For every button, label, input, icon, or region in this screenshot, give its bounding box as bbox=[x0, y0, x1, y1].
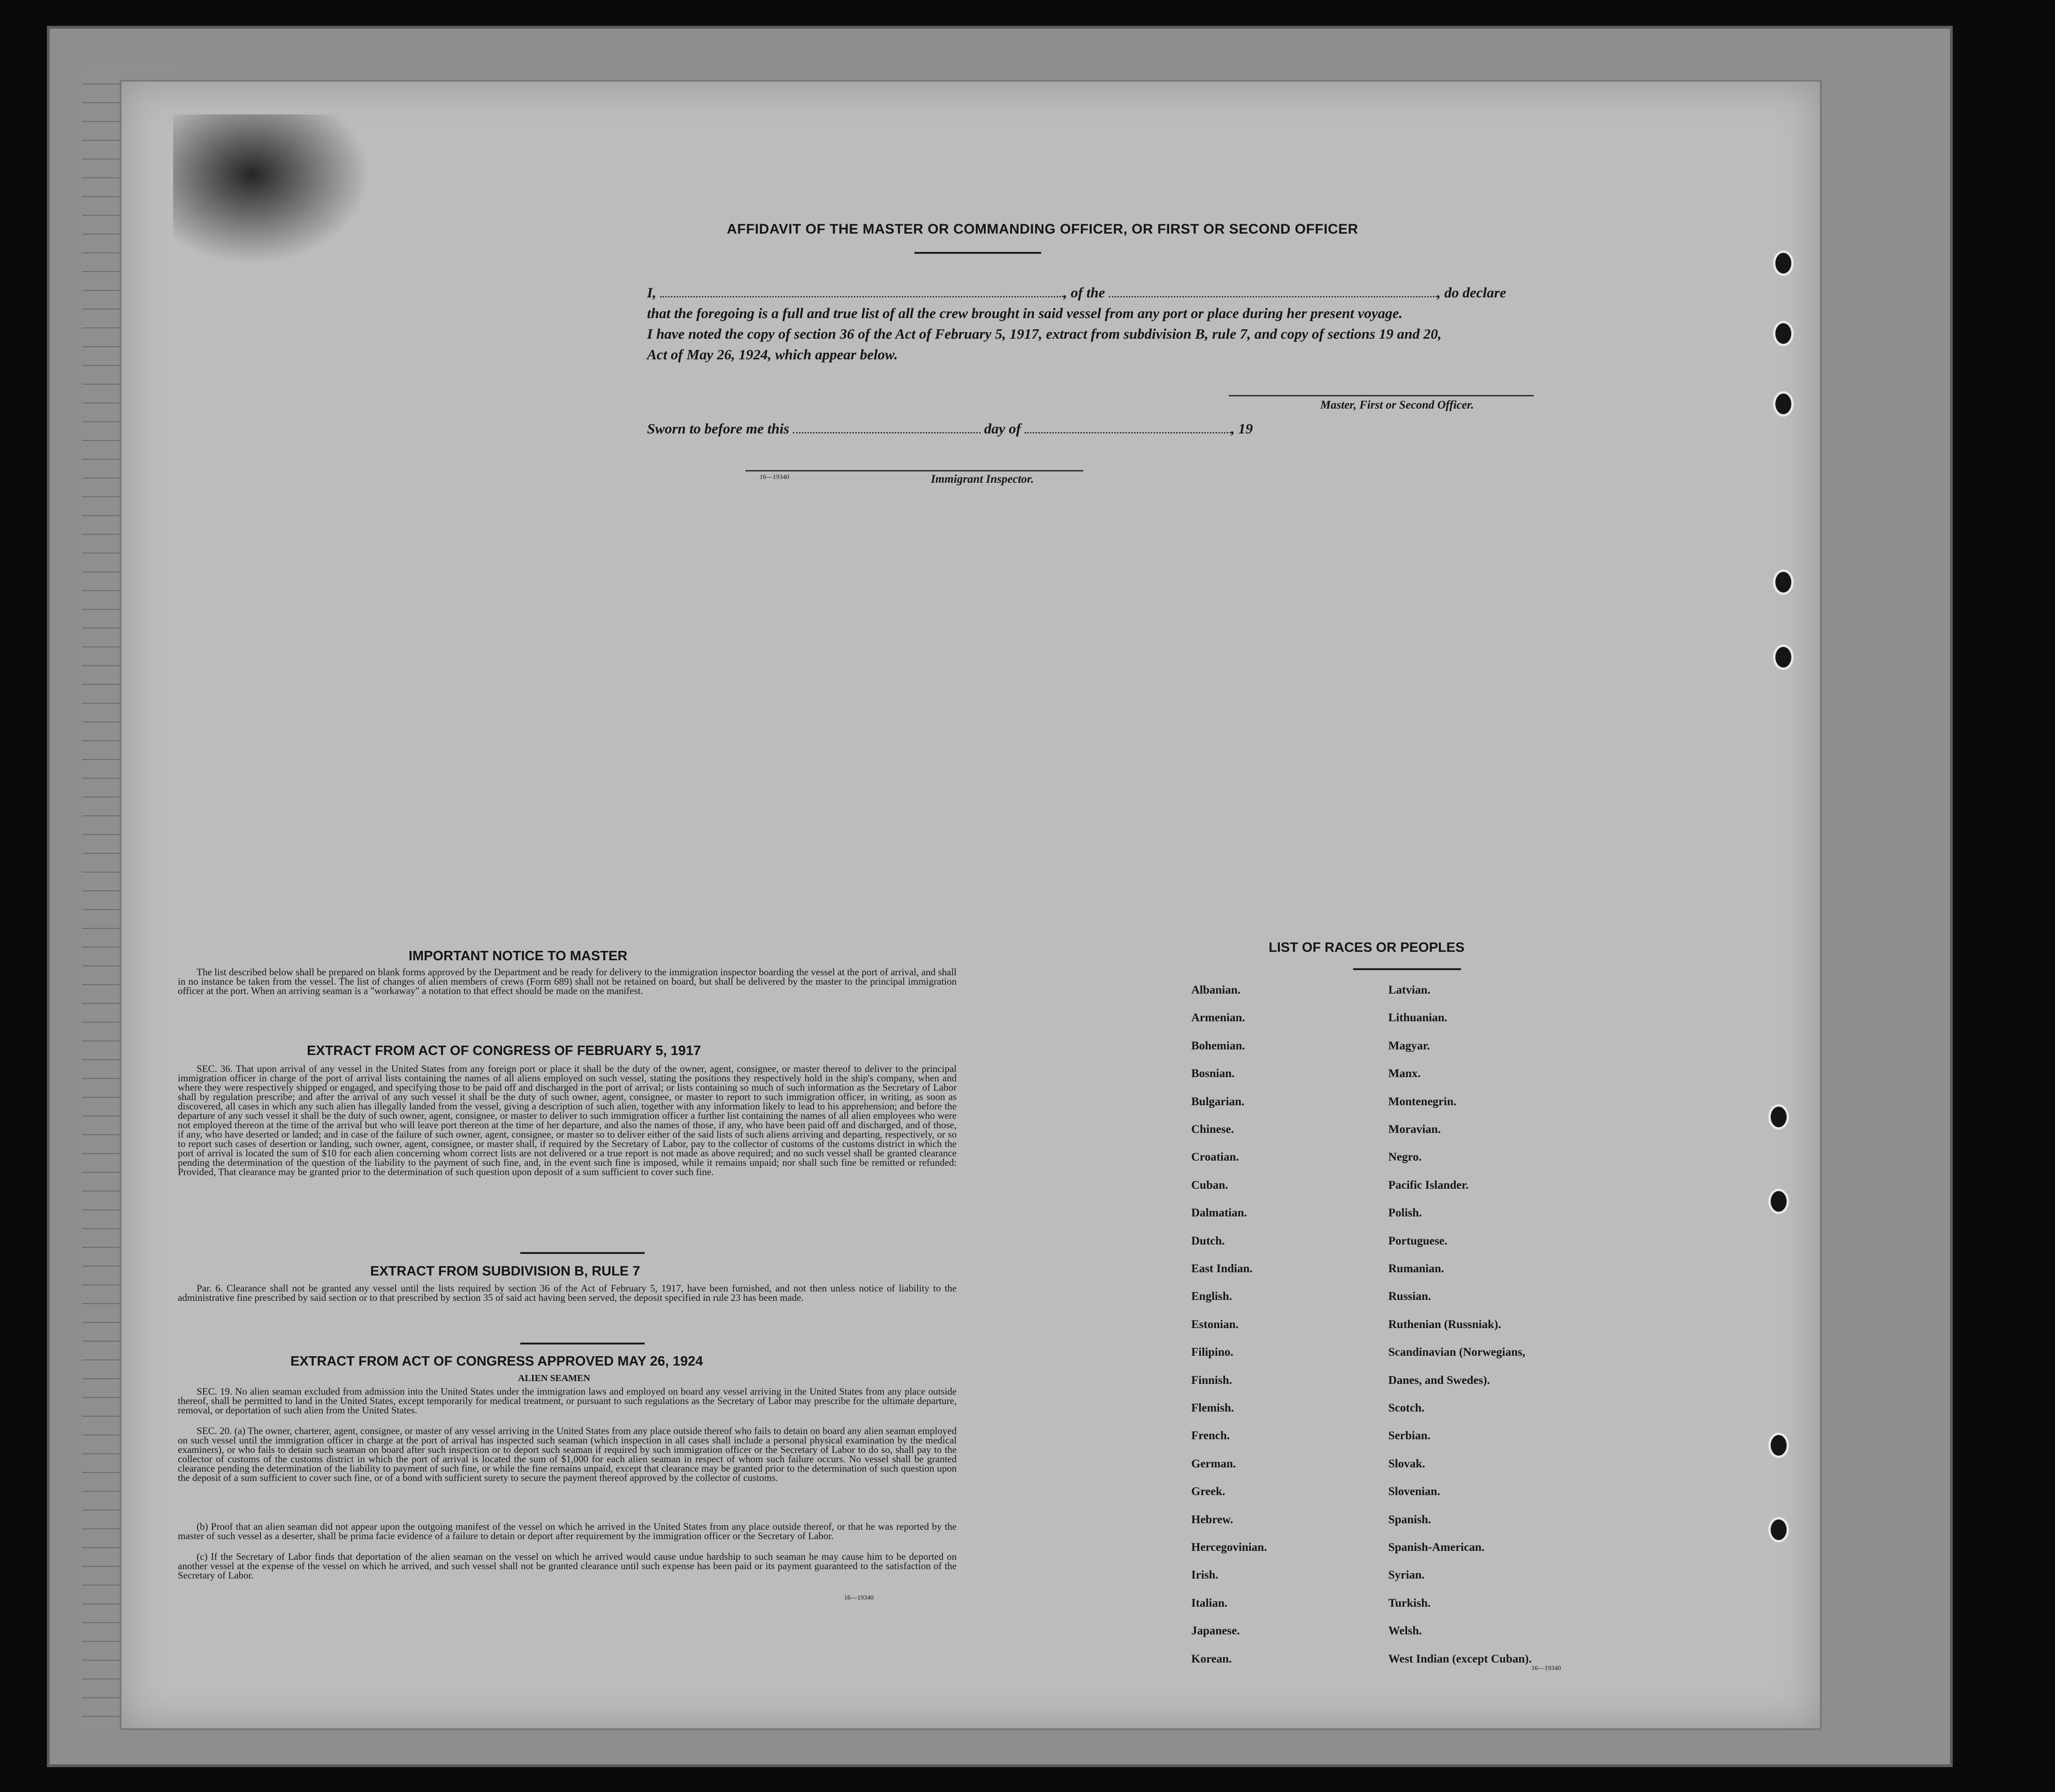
signature-caption: Master, First or Second Officer. bbox=[1320, 399, 1474, 411]
binder-hole bbox=[1773, 391, 1794, 417]
race-item: English. bbox=[1191, 1290, 1232, 1303]
sworn-label: Sworn to before me this bbox=[647, 420, 790, 437]
vessel-name-field[interactable] bbox=[1109, 285, 1437, 297]
race-item: Hercegovinian. bbox=[1191, 1541, 1267, 1554]
sec-20c-text: (c) If the Secretary of Labor finds that deportation of the alien seaman on the vessel on which he arrived would cause undue hardship to such seaman he may cause him to be deported on another vessel at the expense of the vessel on which he arrived, and such vessel shall not be granted clearance until such expense has been paid or its payment guaranteed to the satisfaction of the Secretary of Labor. bbox=[178, 1551, 957, 1581]
race-item: Russian. bbox=[1388, 1290, 1431, 1303]
sec-20a-text: SEC. 20. (a) The owner, charterer, agent, consignee, or master of any vessel arriving in the United States from any place outside thereof who fails to detain on board any alien seaman employed on such vessel until the immigration officer in charge at the port of arrival has inspected such seaman (which inspection in all cases shall include a personal physical examination by the medical examiners), or who fails to detain such seaman on board after such inspection or to deport such seaman if required by such immigration officer or the Secretary of Labor to do so, shall pay to the collector of customs of the customs district in which the port of arrival is located the sum of $1,000 for each alien seaman in respect of whom such failure occurs. No vessel shall be granted clearance pending the determination of the liability to payment of such fine, or while the fine remains unpaid, except that clearance may be granted prior to the determination of such question upon the deposit of a sum sufficient to cover such fine, or of a bond with sufficient surety to secure the payment thereof approved by the collector of customs. bbox=[178, 1425, 957, 1483]
race-item: Syrian. bbox=[1388, 1569, 1425, 1582]
race-item: Albanian. bbox=[1191, 984, 1241, 996]
race-item: Filipino. bbox=[1191, 1346, 1233, 1359]
do-declare-label: , do declare bbox=[1437, 284, 1507, 301]
section-rule bbox=[520, 1252, 645, 1254]
race-item: Estonian. bbox=[1191, 1318, 1239, 1331]
race-item: German. bbox=[1191, 1457, 1236, 1470]
inspector-caption: Immigrant Inspector. bbox=[931, 473, 1034, 486]
binder-hole bbox=[1768, 1517, 1789, 1542]
races-rule bbox=[1353, 968, 1461, 970]
race-item: Spanish-American. bbox=[1388, 1541, 1484, 1554]
affidavit-page bbox=[120, 80, 1822, 1730]
race-item: Greek. bbox=[1191, 1485, 1225, 1498]
race-item: Armenian. bbox=[1191, 1011, 1245, 1025]
race-item: Hebrew. bbox=[1191, 1513, 1233, 1526]
race-item: Spanish. bbox=[1388, 1513, 1431, 1526]
race-item: Slovak. bbox=[1388, 1457, 1425, 1470]
inspector-signature-field[interactable] bbox=[746, 470, 1083, 471]
sworn-statement bbox=[647, 420, 1253, 437]
alien-seamen-subtitle: ALIEN SEAMEN bbox=[518, 1373, 590, 1383]
declaration-line: Act of May 26, 1924, which appear below. bbox=[647, 346, 898, 363]
of-the-label: , of the bbox=[1063, 284, 1105, 301]
race-item: Korean. bbox=[1191, 1652, 1232, 1665]
race-item: Bosnian. bbox=[1191, 1067, 1235, 1080]
notice-text: The list described below shall be prepared on blank forms approved by the Department and be ready for delivery to the immigration inspector boarding the vessel at the port of arrival, and shall in no instance be taken from the vessel. The list of changes of alien members of crews (Form 689) shall not be retained on board, but shall be delivered by the master to the principal immigration officer at the port. When an arriving seaman is a "workaway" a notation to that effect should be made on the manifest. bbox=[178, 966, 957, 996]
race-item: Scandinavian (Norwegians, bbox=[1388, 1346, 1525, 1359]
race-item: Ruthenian (Russniak). bbox=[1388, 1318, 1501, 1331]
race-item: Moravian. bbox=[1388, 1123, 1441, 1136]
binder-hole bbox=[1768, 1104, 1789, 1130]
day-of-label: day of bbox=[984, 420, 1021, 437]
race-item: Italian. bbox=[1191, 1596, 1228, 1610]
race-item: Portuguese. bbox=[1388, 1234, 1447, 1247]
race-item: Polish. bbox=[1388, 1207, 1422, 1220]
form-number: 16—19340 bbox=[760, 474, 789, 481]
race-item: Finnish. bbox=[1191, 1374, 1232, 1387]
race-item: Negro. bbox=[1388, 1151, 1422, 1164]
race-item: Scotch. bbox=[1388, 1402, 1425, 1414]
affidavit-declaration bbox=[647, 282, 1567, 365]
race-item: French. bbox=[1191, 1429, 1230, 1443]
year-label: , 19 bbox=[1231, 420, 1253, 437]
race-item: Bulgarian. bbox=[1191, 1095, 1245, 1108]
title-rule bbox=[914, 252, 1041, 254]
sec-20b-text: (b) Proof that an alien seaman did not appear upon the outgoing manifest of the vessel on which he arrived in the United States from any place outside thereof, or that he was reported by the master of such vessel as a deserter, shall be prima facie evidence of a failure to detain or deport after requirement by the immigration officer or the Secretary of Labor. bbox=[178, 1521, 957, 1541]
section-rule bbox=[520, 1343, 645, 1344]
race-item: Irish. bbox=[1191, 1569, 1218, 1582]
extract-1917-title: EXTRACT FROM ACT OF CONGRESS OF FEBRUARY 5, 1917 bbox=[307, 1043, 701, 1058]
race-item: Danes, and Swedes). bbox=[1388, 1374, 1490, 1387]
race-item: Chinese. bbox=[1191, 1123, 1234, 1136]
race-item: Flemish. bbox=[1191, 1402, 1234, 1414]
i-label: I, bbox=[647, 284, 656, 301]
race-item: Cuban. bbox=[1191, 1178, 1228, 1192]
binder-hole bbox=[1773, 645, 1794, 670]
race-item: Serbian. bbox=[1388, 1429, 1431, 1443]
sworn-month-field[interactable] bbox=[1025, 421, 1231, 433]
extract-rule7-text: Par. 6. Clearance shall not be granted any vessel until the lists required by section 36 of the Act of February 5, 1917, have been furnished, and not then unless notice of liability to the administrative fine prescribed by said section or to that prescribed by section 35 of said act having been served, the deposit specified in rule 23 has been made. bbox=[178, 1283, 957, 1303]
race-item: Manx. bbox=[1388, 1067, 1421, 1080]
declaration-first-line bbox=[647, 282, 1567, 303]
races-title: LIST OF RACES OR PEOPLES bbox=[1269, 940, 1465, 955]
binder-hole bbox=[1768, 1189, 1789, 1214]
notice-title: IMPORTANT NOTICE TO MASTER bbox=[409, 949, 628, 964]
race-item: Pacific Islander. bbox=[1388, 1178, 1469, 1192]
binder-hole bbox=[1773, 251, 1794, 276]
race-item: Magyar. bbox=[1388, 1039, 1430, 1052]
race-item: Turkish. bbox=[1388, 1596, 1431, 1610]
extract-1917-text: SEC. 36. That upon arrival of any vessel in the United States from any foreign port or place it shall be the duty of the owner, agent, consignee, or master thereof to deliver to the principal immigration officer in charge of the port of arrival lists containing the names of all aliens employed on such vessel, stating the positions they respectively hold in the ship's company, when and where they were respectively shipped or engaged, and specifying those to be paid off and discharged in the port of arrival; or lists containing so much of such information as the Secretary of Labor shall by regulation prescribe; and after the arrival of any such vessel it shall be the duty of such owner, agent, consignee, or master to report to such immigration officer, in writing, as soon as discovered, all cases in which any such alien has illegally landed from the vessel, giving a description of such alien, together with any information likely to lead to his apprehension; and before the departure of any such vessel it shall be the duty of such owner, agent, consignee, or master to deliver to such immigration officer a further list containing the names of all alien employees who were not employed thereon at the time of the arrival but who will leave port thereon at the time of her departure, and also the names of those, if any, who have been paid off and discharged, and of those, if any, who have deserted or landed; and in case of the failure of such owner, agent, consignee, or master so to deliver either of the said lists of such aliens arriving and departing, respectively, or so to report such cases of desertion or landing, such owner, agent, consignee, or master shall, if required by the Secretary of Labor, pay to the collector of customs of the customs district in which the port of arrival is located the sum of $10 for each alien concerning whom correct lists are not delivered or a true report is not made as above required; and no such vessel shall be granted clearance pending the determination of the question of the liability to the payment of such fine, and, in the event such fine is imposed, while it remains unpaid; nor shall such fine be remitted or refunded: Provided, That clearance may be granted prior to the determination of such question upon deposit of a sum sufficient to cover such fine. bbox=[178, 1063, 957, 1177]
binder-hole bbox=[1768, 1433, 1789, 1458]
race-item: Slovenian. bbox=[1388, 1485, 1440, 1498]
race-item: Croatian. bbox=[1191, 1151, 1239, 1164]
declaration-line: that the foregoing is a full and true list of all the crew brought in said vessel from any port or place during her present voyage. bbox=[647, 305, 1403, 321]
race-item: Dalmatian. bbox=[1191, 1207, 1247, 1220]
binder-hole bbox=[1773, 321, 1794, 346]
master-signature-field[interactable] bbox=[1229, 395, 1534, 396]
race-item: Latvian. bbox=[1388, 984, 1431, 996]
declaration-line: I have noted the copy of section 36 of the Act of February 5, 1917, extract from subdivision B, rule 7, and copy of sections 19 and 20, bbox=[647, 326, 1442, 342]
sworn-day-field[interactable] bbox=[793, 421, 981, 433]
race-item: East Indian. bbox=[1191, 1262, 1253, 1275]
smudge-mark bbox=[173, 114, 370, 265]
binder-hole bbox=[1773, 569, 1794, 595]
race-item: West Indian (except Cuban). bbox=[1388, 1652, 1532, 1665]
form-number: 16—19340 bbox=[844, 1595, 874, 1602]
race-item: Rumanian. bbox=[1388, 1262, 1444, 1275]
master-name-field[interactable] bbox=[660, 285, 1064, 297]
race-item: Japanese. bbox=[1191, 1625, 1240, 1638]
extract-1924-title: EXTRACT FROM ACT OF CONGRESS APPROVED MAY 26, 1924 bbox=[290, 1354, 703, 1369]
form-number: 16—19340 bbox=[1531, 1665, 1561, 1672]
race-item: Lithuanian. bbox=[1388, 1011, 1447, 1025]
race-item: Bohemian. bbox=[1191, 1039, 1245, 1052]
race-item: Montenegrin. bbox=[1388, 1095, 1457, 1108]
sec-19-text: SEC. 19. No alien seaman excluded from admission into the United States under the immigration laws and employed on board any vessel arriving in the United States from any place outside thereof, shall be permitted to land in the United States, except temporarily for medical treatment, or pursuant to such regulations as the Secretary of Labor may prescribe for the ultimate departure, removal, or deportation of such alien from the United States. bbox=[178, 1386, 957, 1416]
race-item: Dutch. bbox=[1191, 1234, 1225, 1247]
race-item: Welsh. bbox=[1388, 1625, 1422, 1638]
extract-rule7-title: EXTRACT FROM SUBDIVISION B, RULE 7 bbox=[370, 1264, 640, 1279]
affidavit-title: AFFIDAVIT OF THE MASTER OR COMMANDING OFFICER, OR FIRST OR SECOND OFFICER bbox=[727, 221, 1358, 237]
